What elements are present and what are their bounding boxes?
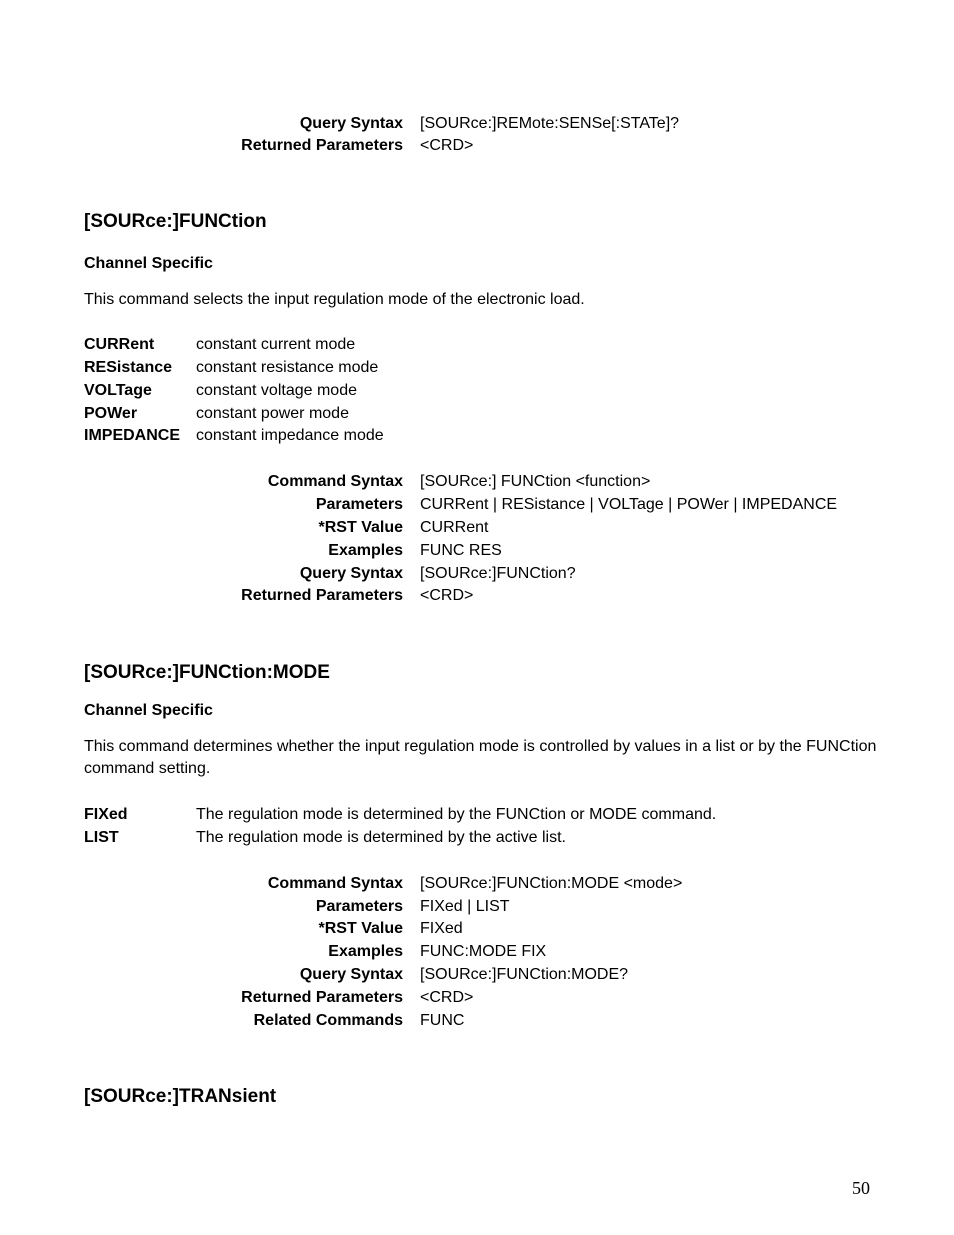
page-number: 50: [852, 1178, 870, 1198]
option-key: IMPEDANCE: [84, 427, 181, 444]
kv-row: [0, 873, 954, 895]
kv-row: [0, 896, 954, 918]
section-heading-function: [SOURce:]FUNCtion: [84, 211, 267, 232]
kv-value: [SOURce:]FUNCtion:MODE <mode>: [420, 875, 683, 892]
option-value: constant resistance mode: [196, 359, 379, 376]
option-value: The regulation mode is determined by the active list.: [196, 829, 566, 846]
kv-value: <CRD>: [420, 989, 474, 1006]
option-value: constant power mode: [196, 405, 349, 422]
kv-key: Query Syntax: [299, 565, 403, 582]
option-key: VOLTage: [84, 382, 152, 399]
kv-value: [SOURce:] FUNCtion <function>: [420, 473, 651, 490]
kv-key: Parameters: [315, 898, 403, 915]
kv-key: Command Syntax: [267, 473, 403, 490]
kv-value: CURRent | RESistance | VOLTage | POWer | IMPEDANCE: [420, 496, 838, 513]
kv-row: [0, 471, 954, 493]
kv-row: [0, 135, 954, 157]
section-heading-transient: [SOURce:]TRANsient: [84, 1086, 277, 1107]
section-subheading-channel-specific: Channel Specific: [84, 702, 213, 719]
kv-key: *RST Value: [318, 519, 403, 536]
kv-row: [0, 941, 954, 963]
section-description: This command selects the input regulation mode of the electronic load.: [84, 291, 585, 308]
kv-row: [0, 1010, 954, 1032]
kv-value: [SOURce:]FUNCtion?: [420, 565, 576, 582]
option-row: [0, 827, 954, 849]
option-key: CURRent: [84, 336, 155, 353]
kv-value: FUNC RES: [420, 542, 502, 559]
section-heading-function-mode: [SOURce:]FUNCtion:MODE: [84, 662, 330, 683]
kv-key: Query Syntax: [299, 966, 403, 983]
kv-row: [0, 494, 954, 516]
kv-row: [0, 563, 954, 585]
kv-key: Examples: [328, 943, 403, 960]
kv-row: [0, 113, 954, 135]
option-value: The regulation mode is determined by the FUNCtion or MODE command.: [196, 806, 717, 823]
kv-value: [SOURce:]FUNCtion:MODE?: [420, 966, 629, 983]
kv-value: [SOURce:]REMote:SENSe[:STATe]?: [420, 115, 680, 132]
option-value: constant impedance mode: [196, 427, 384, 444]
kv-value: <CRD>: [420, 587, 474, 604]
kv-value: FIXed: [420, 920, 463, 937]
option-row: [0, 403, 954, 425]
kv-key: Returned Parameters: [241, 989, 403, 1006]
option-key: FIXed: [84, 806, 128, 823]
kv-key: *RST Value: [318, 920, 403, 937]
kv-key: Returned Parameters: [241, 587, 403, 604]
option-row: [0, 334, 954, 356]
option-key: LIST: [84, 829, 119, 846]
kv-row: [0, 964, 954, 986]
kv-value: FIXed | LIST: [420, 898, 510, 915]
kv-value: CURRent: [420, 519, 489, 536]
kv-row: [0, 918, 954, 940]
kv-row: [0, 517, 954, 539]
kv-key: Parameters: [315, 496, 403, 513]
kv-key: Returned Parameters: [241, 137, 403, 154]
section-description: This command determines whether the input regulation mode is controlled by values in a list or by the FUNCtion command setting.: [84, 738, 877, 777]
option-row: [0, 804, 954, 826]
option-row: [0, 425, 954, 447]
option-value: constant voltage mode: [196, 382, 357, 399]
option-key: RESistance: [84, 359, 173, 376]
kv-key: Query Syntax: [299, 115, 403, 132]
kv-key: Command Syntax: [267, 875, 403, 892]
kv-key: Examples: [328, 542, 403, 559]
option-row: [0, 357, 954, 379]
option-key: POWer: [84, 405, 138, 422]
option-value: constant current mode: [196, 336, 356, 353]
kv-value: FUNC: [420, 1012, 465, 1029]
kv-value: FUNC:MODE FIX: [420, 943, 547, 960]
option-row: [0, 380, 954, 402]
kv-key: Related Commands: [253, 1012, 403, 1029]
kv-row: [0, 540, 954, 562]
section-subheading-channel-specific: Channel Specific: [84, 255, 213, 272]
kv-row: [0, 585, 954, 607]
kv-value: <CRD>: [420, 137, 474, 154]
kv-row: [0, 987, 954, 1009]
